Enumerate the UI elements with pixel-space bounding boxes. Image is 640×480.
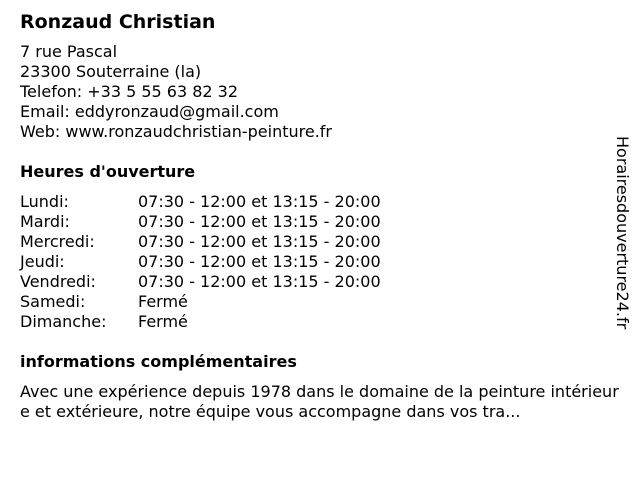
web-line: Web: www.ronzaudchristian-peinture.fr [20, 122, 332, 141]
day-hours: 07:30 - 12:00 et 13:15 - 20:00 [138, 272, 381, 291]
info-title: informations complémentaires [20, 352, 297, 371]
hours-row-tuesday [20, 212, 610, 232]
hours-row-thursday [20, 252, 610, 272]
email-line: Email: eddyronzaud@gmail.com [20, 102, 279, 121]
day-hours: 07:30 - 12:00 et 13:15 - 20:00 [138, 192, 381, 211]
hours-row-friday [20, 272, 610, 292]
hours-row-monday [20, 192, 610, 212]
hours-table [20, 192, 610, 332]
business-name: Ronzaud Christian [20, 11, 216, 33]
day-hours: Fermé [138, 312, 188, 331]
hours-row-wednesday [20, 232, 610, 252]
day-label: Mercredi: [20, 232, 95, 251]
day-label: Jeudi: [20, 252, 65, 271]
business-card [20, 10, 619, 422]
day-label: Mardi: [20, 212, 70, 231]
day-label: Samedi: [20, 292, 86, 311]
address-line-1: 7 rue Pascal [20, 42, 118, 61]
info-description: Avec une expérience depuis 1978 dans le domaine de la peinture intérieure et extérieure, notre équipe vous accompagne dans vos tra... [20, 382, 619, 421]
address-line-2: 23300 Souterraine (la) [20, 62, 202, 81]
day-label: Lundi: [20, 192, 69, 211]
hours-title: Heures d'ouverture [20, 162, 196, 181]
phone-line: Telefon: +33 5 55 63 82 32 [20, 82, 239, 101]
day-hours: Fermé [138, 292, 188, 311]
day-hours: 07:30 - 12:00 et 13:15 - 20:00 [138, 212, 381, 231]
day-hours: 07:30 - 12:00 et 13:15 - 20:00 [138, 252, 381, 271]
hours-row-sunday [20, 312, 610, 332]
day-hours: 07:30 - 12:00 et 13:15 - 20:00 [138, 232, 381, 251]
hours-row-saturday [20, 292, 610, 312]
day-label: Dimanche: [20, 312, 107, 331]
day-label: Vendredi: [20, 272, 96, 291]
side-brand-link[interactable]: Horairesdouverture24.fr [613, 136, 632, 330]
